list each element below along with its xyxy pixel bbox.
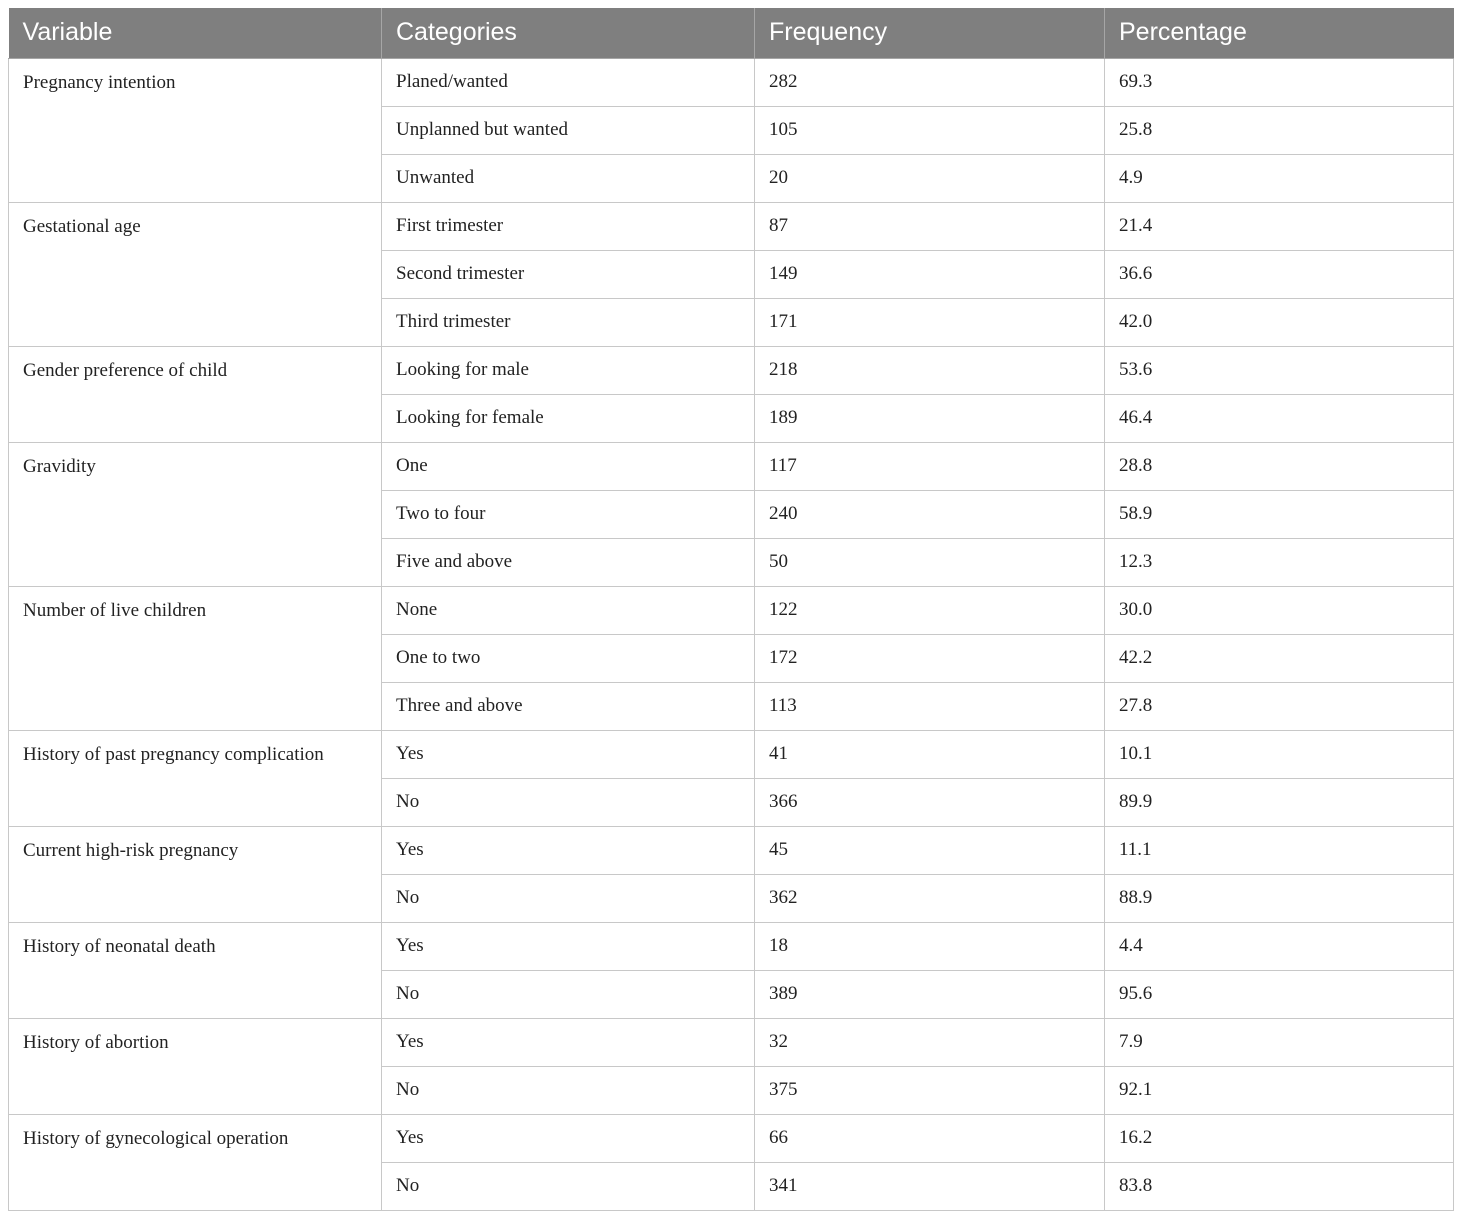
variable-cell: History of gynecological operation: [9, 1114, 382, 1210]
category-cell: Yes: [382, 1114, 755, 1162]
percentage-cell: 28.8: [1105, 442, 1454, 490]
table-row: [9, 1018, 1454, 1066]
percentage-cell: 42.2: [1105, 634, 1454, 682]
percentage-cell: 12.3: [1105, 538, 1454, 586]
variable-cell: History of past pregnancy complication: [9, 730, 382, 826]
variable-cell: History of neonatal death: [9, 922, 382, 1018]
variable-cell: Number of live children: [9, 586, 382, 730]
category-cell: First trimester: [382, 202, 755, 250]
frequency-cell: 189: [755, 394, 1105, 442]
percentage-cell: 4.9: [1105, 154, 1454, 202]
variable-cell: Gestational age: [9, 202, 382, 346]
frequency-cell: 362: [755, 874, 1105, 922]
frequency-cell: 66: [755, 1114, 1105, 1162]
variable-cell: History of abortion: [9, 1018, 382, 1114]
percentage-cell: 42.0: [1105, 298, 1454, 346]
percentage-cell: 10.1: [1105, 730, 1454, 778]
category-cell: Yes: [382, 826, 755, 874]
category-cell: Yes: [382, 922, 755, 970]
category-cell: No: [382, 778, 755, 826]
frequency-cell: 282: [755, 58, 1105, 106]
percentage-cell: 25.8: [1105, 106, 1454, 154]
category-cell: Yes: [382, 1018, 755, 1066]
percentage-cell: 46.4: [1105, 394, 1454, 442]
table-row: [9, 586, 1454, 634]
percentage-cell: 27.8: [1105, 682, 1454, 730]
category-cell: Three and above: [382, 682, 755, 730]
frequency-cell: 172: [755, 634, 1105, 682]
frequency-cell: 218: [755, 346, 1105, 394]
table-row: [9, 202, 1454, 250]
category-cell: Looking for female: [382, 394, 755, 442]
category-cell: Planed/wanted: [382, 58, 755, 106]
frequency-cell: 122: [755, 586, 1105, 634]
percentage-cell: 36.6: [1105, 250, 1454, 298]
table-body: [9, 58, 1454, 1210]
frequency-cell: 87: [755, 202, 1105, 250]
category-cell: Looking for male: [382, 346, 755, 394]
frequency-cell: 113: [755, 682, 1105, 730]
percentage-cell: 58.9: [1105, 490, 1454, 538]
category-cell: Unplanned but wanted: [382, 106, 755, 154]
variable-cell: Gravidity: [9, 442, 382, 586]
obstetric-characteristics-table: [8, 8, 1454, 1211]
header-frequency: Frequency: [755, 8, 1105, 58]
percentage-cell: 89.9: [1105, 778, 1454, 826]
table-row: [9, 826, 1454, 874]
frequency-cell: 45: [755, 826, 1105, 874]
category-cell: None: [382, 586, 755, 634]
percentage-cell: 4.4: [1105, 922, 1454, 970]
header-row: [9, 8, 1454, 58]
frequency-cell: 18: [755, 922, 1105, 970]
frequency-cell: 32: [755, 1018, 1105, 1066]
category-cell: One: [382, 442, 755, 490]
percentage-cell: 92.1: [1105, 1066, 1454, 1114]
frequency-cell: 341: [755, 1162, 1105, 1210]
variable-cell: Current high-risk pregnancy: [9, 826, 382, 922]
frequency-cell: 41: [755, 730, 1105, 778]
percentage-cell: 21.4: [1105, 202, 1454, 250]
category-cell: Five and above: [382, 538, 755, 586]
category-cell: One to two: [382, 634, 755, 682]
frequency-cell: 375: [755, 1066, 1105, 1114]
frequency-cell: 105: [755, 106, 1105, 154]
table-header: [9, 8, 1454, 58]
frequency-cell: 171: [755, 298, 1105, 346]
variable-cell: Gender preference of child: [9, 346, 382, 442]
percentage-cell: 53.6: [1105, 346, 1454, 394]
frequency-cell: 20: [755, 154, 1105, 202]
percentage-cell: 30.0: [1105, 586, 1454, 634]
category-cell: No: [382, 874, 755, 922]
category-cell: Third trimester: [382, 298, 755, 346]
percentage-cell: 88.9: [1105, 874, 1454, 922]
table-row: [9, 1114, 1454, 1162]
table-row: [9, 442, 1454, 490]
variable-cell: Pregnancy intention: [9, 58, 382, 202]
header-percentage: Percentage: [1105, 8, 1454, 58]
table-row: [9, 58, 1454, 106]
table-row: [9, 730, 1454, 778]
category-cell: Yes: [382, 730, 755, 778]
header-variable: Variable: [9, 8, 382, 58]
frequency-cell: 117: [755, 442, 1105, 490]
percentage-cell: 7.9: [1105, 1018, 1454, 1066]
frequency-cell: 149: [755, 250, 1105, 298]
category-cell: Two to four: [382, 490, 755, 538]
percentage-cell: 16.2: [1105, 1114, 1454, 1162]
table-row: [9, 922, 1454, 970]
percentage-cell: 83.8: [1105, 1162, 1454, 1210]
percentage-cell: 69.3: [1105, 58, 1454, 106]
percentage-cell: 11.1: [1105, 826, 1454, 874]
frequency-cell: 50: [755, 538, 1105, 586]
frequency-cell: 240: [755, 490, 1105, 538]
category-cell: Second trimester: [382, 250, 755, 298]
category-cell: No: [382, 970, 755, 1018]
category-cell: No: [382, 1162, 755, 1210]
table-row: [9, 346, 1454, 394]
header-categories: Categories: [382, 8, 755, 58]
category-cell: Unwanted: [382, 154, 755, 202]
percentage-cell: 95.6: [1105, 970, 1454, 1018]
category-cell: No: [382, 1066, 755, 1114]
frequency-cell: 389: [755, 970, 1105, 1018]
frequency-cell: 366: [755, 778, 1105, 826]
